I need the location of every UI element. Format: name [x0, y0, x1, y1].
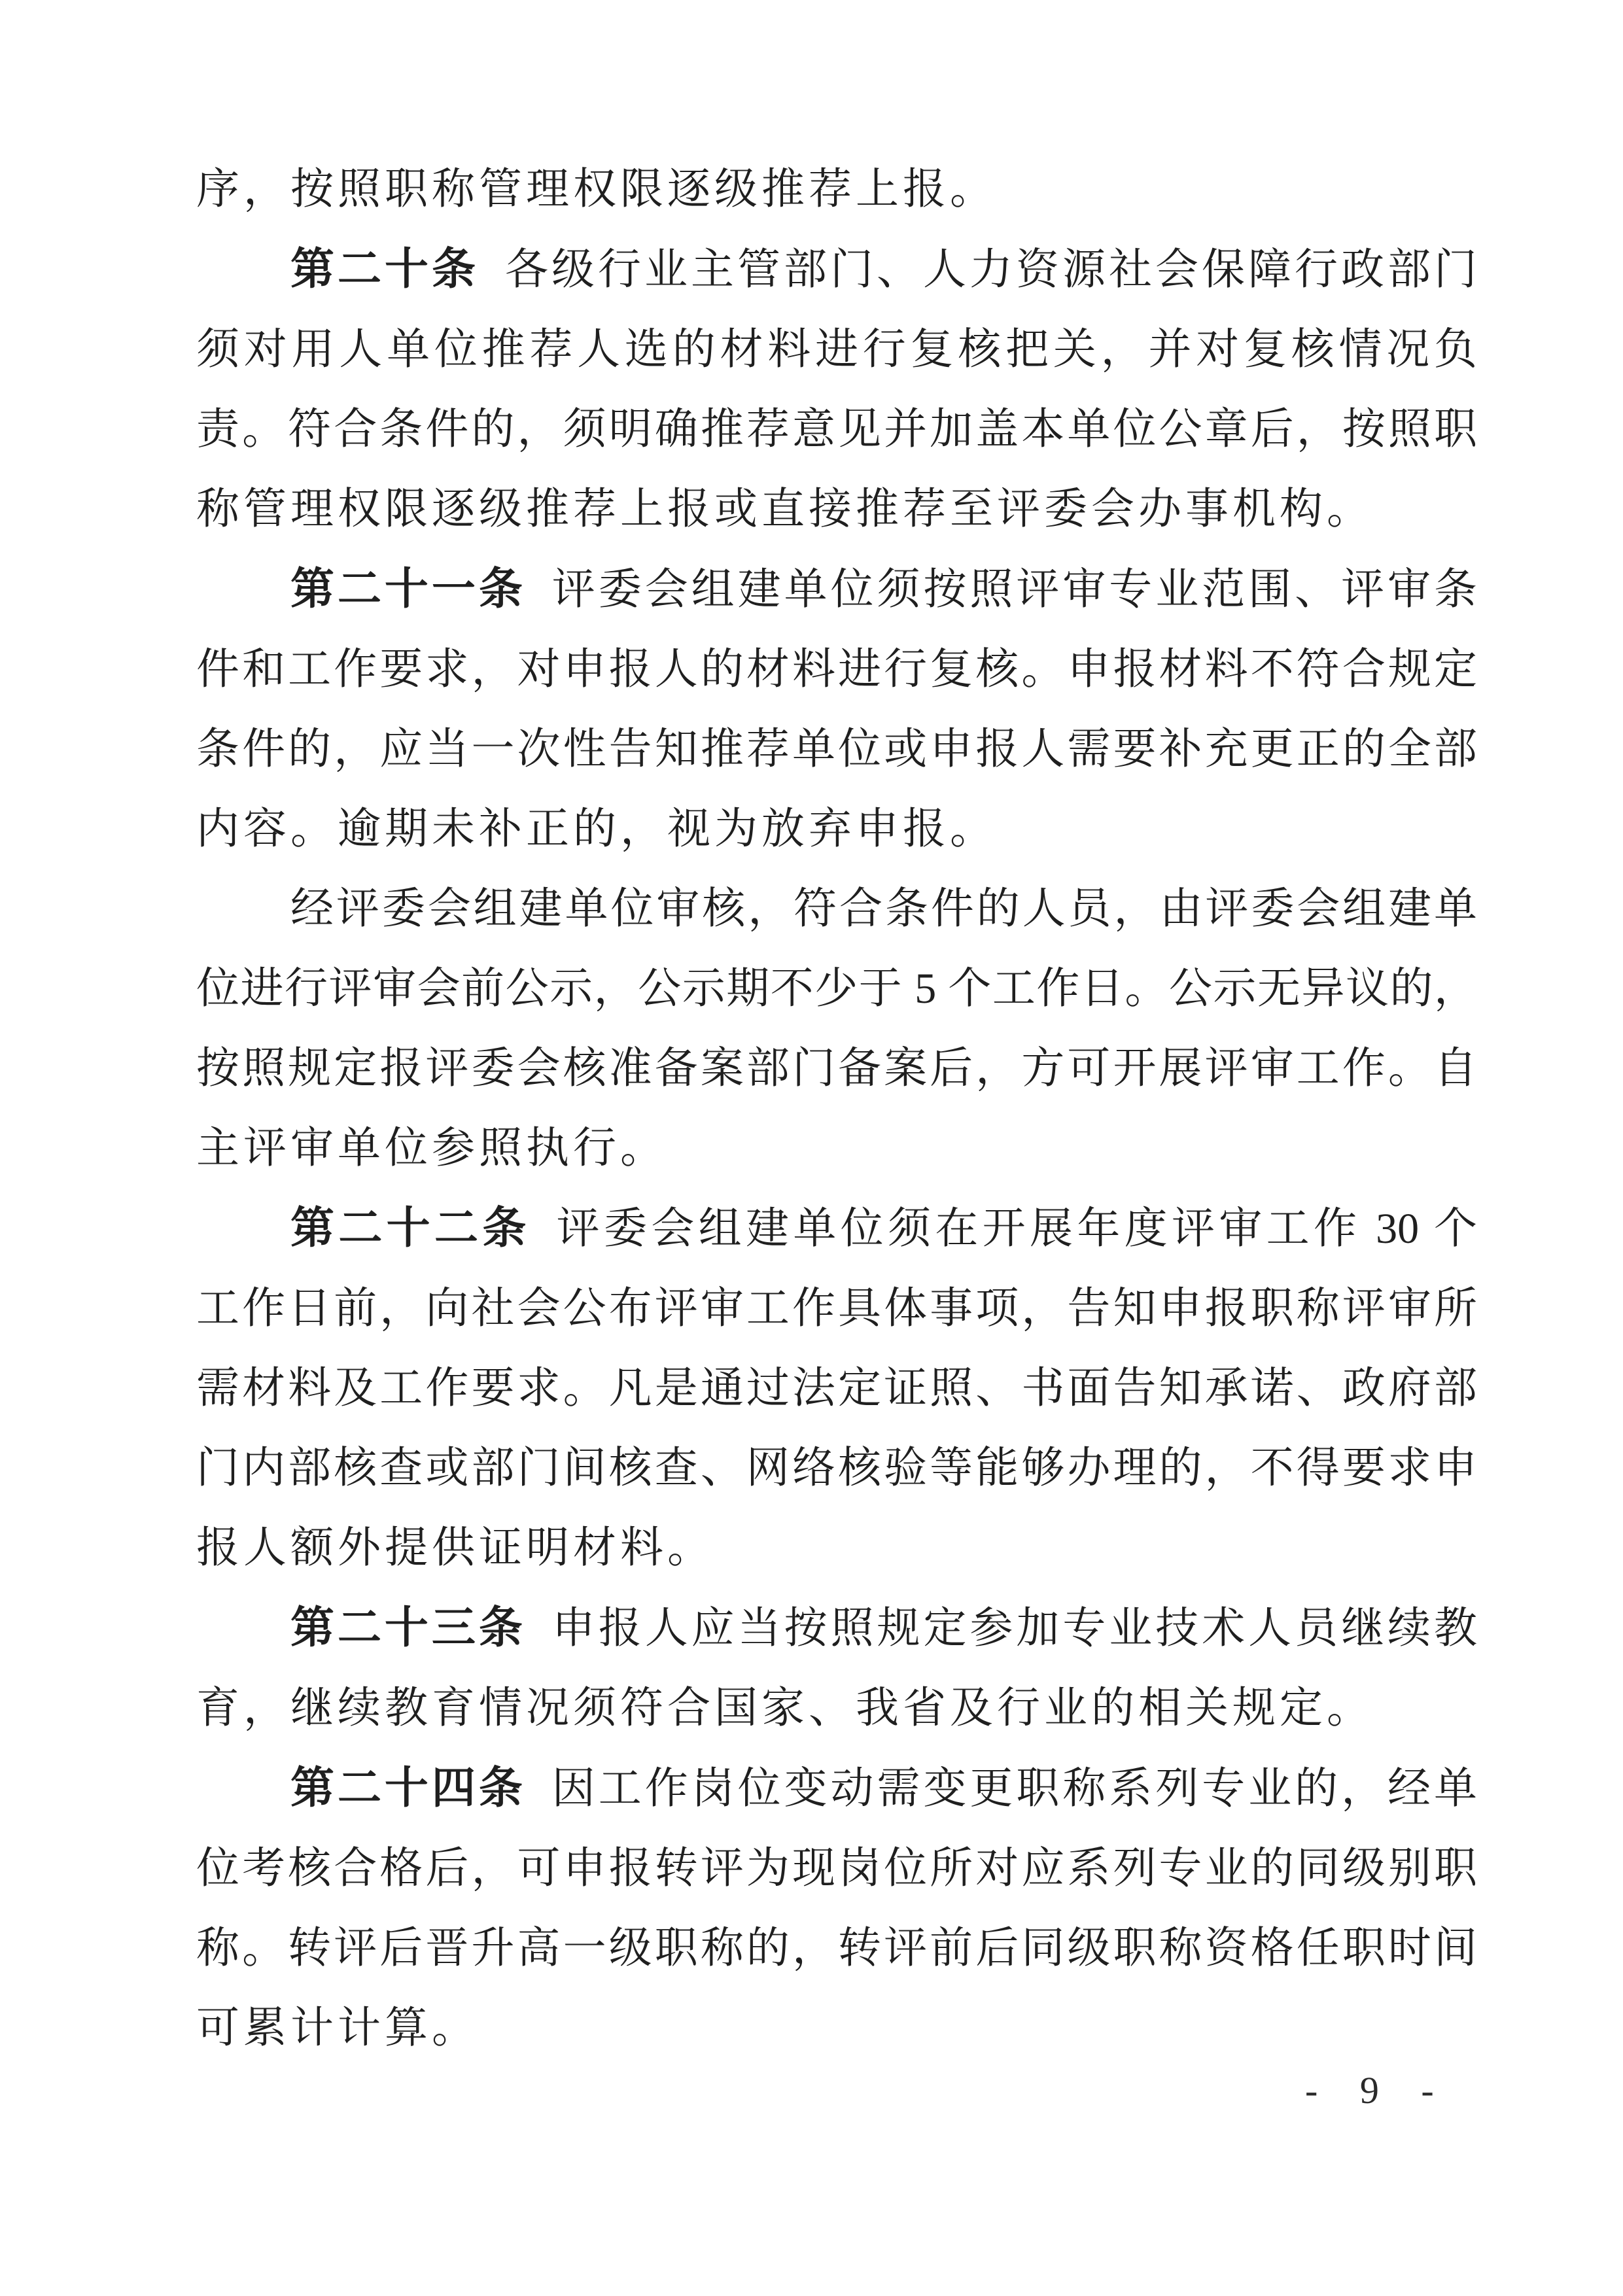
line-text: 门内部核查或部门间核查、网络核验等能够办理的，不得要求申 — [196, 1444, 1477, 1492]
text-line — [196, 310, 1477, 390]
line-text: 条件的，应当一次性告知推荐单位或申报人需要补充更正的全部 — [196, 725, 1477, 773]
text-line — [196, 949, 1477, 1029]
line-text: 因工作岗位变动需变更职称系列专业的，经单 — [551, 1765, 1478, 1813]
text-line — [196, 630, 1477, 710]
line-text: 件和工作要求，对申报人的材料进行复核。申报材料不符合规定 — [196, 646, 1477, 693]
text-line — [196, 150, 1477, 230]
line-text: 称管理权限逐级推荐上报或直接推荐至评委会办事机构。 — [196, 485, 1374, 533]
line-text: 需材料及工作要求。凡是通过法定证照、书面告知承诺、政府部 — [196, 1365, 1477, 1412]
text-line — [196, 869, 1477, 949]
article-number: 第二十一条 — [290, 565, 526, 614]
line-text: 工作日前，向社会公布评审工作具体事项，告知申报职称评审所 — [196, 1285, 1477, 1332]
article-number: 第二十四条 — [290, 1764, 526, 1813]
text-line — [196, 710, 1477, 790]
text-line — [196, 390, 1477, 470]
line-text: 位考核合格后，可申报转评为现岗位所对应系列专业的同级别职 — [196, 1845, 1477, 1892]
text-line — [196, 470, 1477, 549]
article-number: 第二十三条 — [290, 1603, 526, 1652]
text-line — [196, 1429, 1477, 1508]
article-number: 第二十条 — [290, 245, 479, 294]
text-line — [196, 230, 1477, 310]
line-text: 须对用人单位推荐人选的材料进行复核把关，并对复核情况负 — [196, 326, 1477, 374]
text-line — [196, 1508, 1477, 1588]
text-line — [196, 1109, 1477, 1189]
text-line — [196, 1189, 1477, 1269]
text-line — [196, 549, 1477, 630]
text-line — [196, 1029, 1477, 1109]
text-line — [196, 1588, 1477, 1669]
article-number: 第二十二条 — [290, 1204, 531, 1253]
line-text: 主评审单位参照执行。 — [196, 1124, 667, 1172]
line-text: 内容。逾期未补正的，视为放弃申报。 — [196, 805, 997, 853]
line-text: 评委会组建单位须在开展年度评审工作 30 个 — [556, 1205, 1478, 1253]
text-line — [196, 1989, 1477, 2068]
line-text: 按照规定报评委会核准备案部门备案后，方可开展评审工作。自 — [196, 1045, 1477, 1092]
text-line — [196, 1829, 1477, 1909]
line-text: 申报人应当按照规定参加专业技术人员继续教 — [551, 1605, 1478, 1652]
text-line — [196, 1748, 1477, 1829]
page-number: - 9 - — [1305, 2069, 1444, 2112]
line-text: 评委会组建单位须按照评审专业范围、评审条 — [551, 566, 1478, 614]
text-line — [196, 1349, 1477, 1429]
line-text: 各级行业主管部门、人力资源社会保障行政部门 — [505, 246, 1477, 294]
line-text: 报人额外提供证明材料。 — [196, 1524, 714, 1572]
line-text: 称。转评后晋升高一级职称的，转评前后同级职称资格任职时间 — [196, 1924, 1477, 1972]
text-line — [196, 790, 1477, 869]
document-body — [196, 150, 1477, 2068]
line-text: 位进行评审会前公示，公示期不少于 5 个工作日。公示无异议的， — [196, 965, 1477, 1013]
line-text: 序，按照职称管理权限逐级推荐上报。 — [196, 165, 997, 213]
line-text: 经评委会组建单位审核，符合条件的人员，由评委会组建单 — [290, 885, 1477, 933]
text-line — [196, 1909, 1477, 1989]
text-line — [196, 1669, 1477, 1748]
line-text: 育，继续教育情况须符合国家、我省及行业的相关规定。 — [196, 1684, 1374, 1732]
line-text: 责。符合条件的，须明确推荐意见并加盖本单位公章后，按照职 — [196, 406, 1477, 453]
text-line — [196, 1269, 1477, 1349]
line-text: 可累计计算。 — [196, 2004, 479, 2052]
